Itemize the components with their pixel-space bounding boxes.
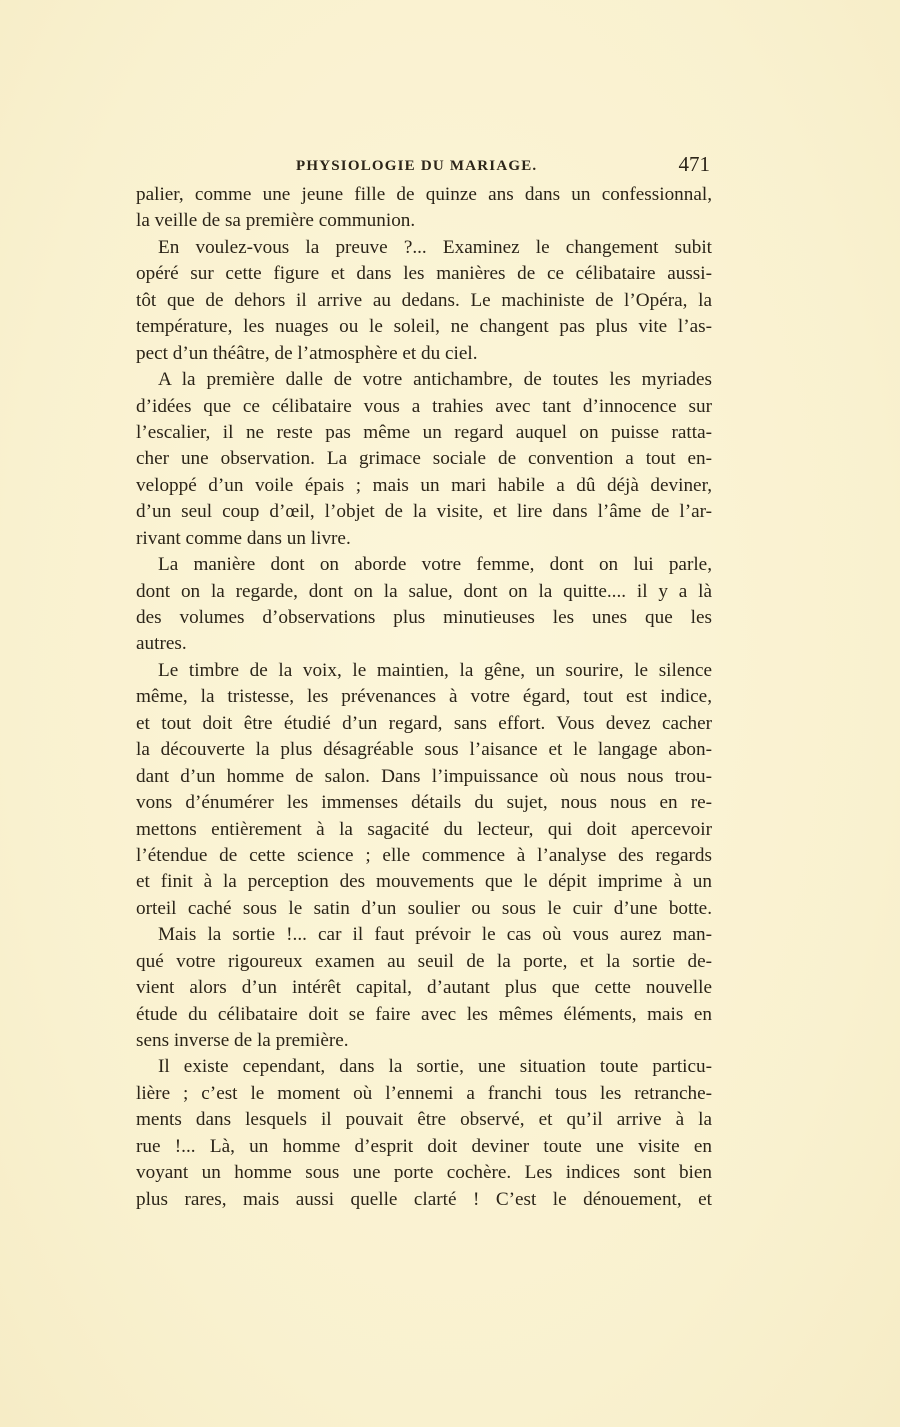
text-line: même, la tristesse, les prévenances à votre égard, tout est indice, xyxy=(136,686,712,708)
body-text xyxy=(136,182,712,1213)
text-line: Il existe cependant, dans la sortie, une situation toute particu- xyxy=(158,1056,712,1078)
text-line: Mais la sortie !... car il faut prévoir le cas où vous aurez man- xyxy=(158,924,712,946)
text-line: autres. xyxy=(136,633,187,655)
text-line: Le timbre de la voix, le maintien, la gêne, un sourire, le silence xyxy=(158,659,712,681)
running-head xyxy=(136,152,712,178)
text-line: vient alors d’un intérêt capital, d’autant plus que cette nouvelle xyxy=(136,977,712,999)
text-line: la veille de sa première communion. xyxy=(136,210,416,232)
text-line: En voulez-vous la preuve ?... Examinez le changement subit xyxy=(158,236,712,258)
text-line: plus rares, mais aussi quelle clarté ! C’est le dénouement, et xyxy=(136,1188,712,1210)
text-line: dant d’un homme de salon. Dans l’impuissance où nous nous trou- xyxy=(136,765,712,787)
text-line: l’escalier, il ne reste pas même un regard auquel on puisse ratta- xyxy=(136,421,712,443)
text-line: la découverte la plus désagréable sous l’aisance et le langage abon- xyxy=(136,739,712,761)
text-line: d’idées que ce célibataire vous a trahies avec tant d’innocence sur xyxy=(136,395,712,417)
text-line: orteil caché sous le satin d’un soulier ou sous le cuir d’une botte. xyxy=(136,897,712,919)
text-line: et finit à la perception des mouvements que le dépit imprime à un xyxy=(136,871,712,893)
text-line: sens inverse de la première. xyxy=(136,1030,349,1051)
text-line: d’un seul coup d’œil, l’objet de la visite, et lire dans l’âme de l’ar- xyxy=(136,501,712,523)
running-head-title: PHYSIOLOGIE DU MARIAGE. xyxy=(296,158,538,174)
text-line: vons d’énumérer les immenses détails du sujet, nous nous en re- xyxy=(136,792,712,814)
page-number: 471 xyxy=(678,152,710,176)
text-line: veloppé d’un voile épais ; mais un mari habile a dû déjà deviner, xyxy=(136,474,712,496)
text-line: température, les nuages ou le soleil, ne changent pas plus vite l’as- xyxy=(136,316,712,338)
text-line: rivant comme dans un livre. xyxy=(136,527,351,549)
text-line: palier, comme une jeune fille de quinze ans dans un confessionnal, xyxy=(136,184,712,205)
text-line: mettons entièrement à la sagacité du lecteur, qui doit apercevoir xyxy=(136,818,712,840)
text-line: opéré sur cette figure et dans les manières de ce célibataire aussi- xyxy=(136,263,712,285)
text-line: étude du célibataire doit se faire avec les mêmes éléments, mais en xyxy=(136,1003,712,1025)
text-line: La manière dont on aborde votre femme, dont on lui parle, xyxy=(158,554,712,576)
text-line: cher une observation. La grimace sociale de convention a tout en- xyxy=(136,448,712,470)
text-line: et tout doit être étudié d’un regard, sans effort. Vous devez cacher xyxy=(136,712,712,734)
text-line: dont on la regarde, dont on la salue, dont on la quitte.... il y a là xyxy=(136,580,712,602)
text-line: lière ; c’est le moment où l’ennemi a franchi tous les retranche- xyxy=(136,1082,712,1104)
text-line: ments dans lesquels il pouvait être observé, et qu’il arrive à la xyxy=(136,1109,712,1131)
text-line: qué votre rigoureux examen au seuil de la porte, et la sortie de- xyxy=(136,950,712,972)
text-line: des volumes d’observations plus minutieuses les unes que les xyxy=(136,607,712,628)
text-line: pect d’un théâtre, de l’atmosphère et du ciel. xyxy=(136,342,478,364)
text-line: l’étendue de cette science ; elle commence à l’analyse des regards xyxy=(136,844,712,866)
text-line: A la première dalle de votre antichambre, de toutes les myriades xyxy=(158,369,712,391)
text-line: voyant un homme sous une porte cochère. Les indices sont bien xyxy=(136,1162,712,1184)
text-line: rue !... Là, un homme d’esprit doit deviner toute une visite en xyxy=(136,1135,712,1157)
text-line: tôt que de dehors il arrive au dedans. Le machiniste de l’Opéra, la xyxy=(136,289,712,311)
